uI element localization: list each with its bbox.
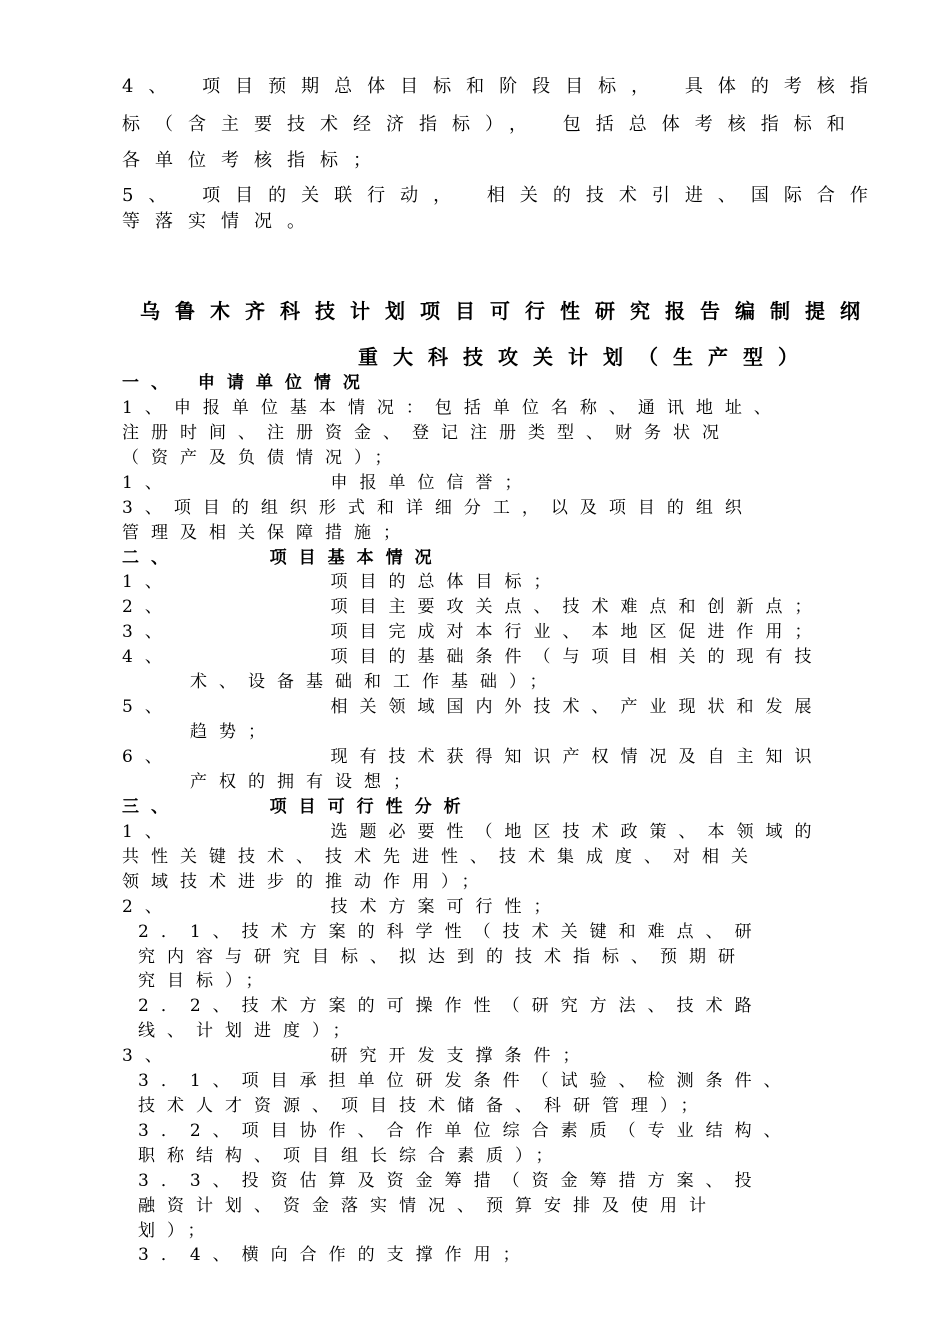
text-line: 6、 现有技术获得知识产权情况及自主知识: [122, 747, 824, 767]
text-line: 1、申报单位基本情况：包括单位名称、通讯地址、: [122, 398, 783, 418]
text-line: 领域技术进步的推动作用）；: [122, 872, 491, 892]
text-line: 5、 相关领域国内外技术、产业现状和发展: [122, 697, 824, 717]
section-heading: 一、 申请单位情况: [122, 373, 372, 393]
text-line: 3．1、项目承担单位研发条件（试验、检测条件、: [138, 1071, 793, 1091]
text-line: 究目标）；: [138, 971, 275, 991]
text-line: 3．4、横向合作的支撑作用；: [138, 1245, 532, 1265]
text-line: 3．3、投资估算及资金筹措（资金筹措方案、投: [138, 1171, 764, 1191]
text-line: 标（含主要技术经济指标）， 包括总体考核指标和: [122, 114, 860, 135]
text-line: 趋势；: [190, 722, 277, 742]
text-line: 1、 申报单位信誉；: [122, 473, 534, 493]
text-line: 2、 项目主要攻关点、技术难点和创新点；: [122, 597, 824, 617]
text-line: 术、设备基础和工作基础）；: [190, 672, 559, 692]
document-subtitle: 重大科技攻关计划（生产型）: [358, 345, 813, 369]
text-line: 究内容与研究目标、拟达到的技术指标、预期研: [138, 947, 747, 967]
document-title: 乌鲁木齐科技计划项目可行性研究报告编制提纲: [140, 299, 875, 323]
section-heading: 三、 项目可行性分析: [122, 797, 473, 817]
text-line: （资产及负债情况）；: [122, 448, 404, 468]
text-line: 2．2、技术方案的可操作性（研究方法、技术路: [138, 996, 764, 1016]
text-line: 1、 项目的总体目标；: [122, 572, 563, 592]
text-line: 3、项目的组织形式和详细分工，以及项目的组织: [122, 498, 754, 518]
text-line: 注册时间、注册资金、登记注册类型、财务状况: [122, 423, 731, 443]
text-line: 共性关键技术、技术先进性、技术集成度、对相关: [122, 847, 760, 867]
text-line: 4、 项目预期总体目标和阶段目标， 具体的考核指: [122, 76, 883, 97]
text-line: 管理及相关保障措施；: [122, 523, 412, 543]
text-line: 等落实情况。: [122, 211, 320, 232]
section-heading: 二、 项目基本情况: [122, 548, 444, 568]
text-line: 3．2、项目协作、合作单位综合素质（专业结构、: [138, 1121, 793, 1141]
text-line: 1、 选题必要性（地区技术政策、本领域的: [122, 822, 824, 842]
text-line: 融资计划、资金落实情况、预算安排及使用计: [138, 1196, 718, 1216]
text-line: 4、 项目的基础条件（与项目相关的现有技: [122, 647, 824, 667]
text-line: 职称结构、项目组长综合素质）；: [138, 1146, 565, 1166]
text-line: 技术人才资源、项目技术储备、科研管理）；: [138, 1096, 710, 1116]
text-line: 3、 研究开发支撑条件；: [122, 1046, 592, 1066]
text-line: 2、 技术方案可行性；: [122, 897, 563, 917]
text-line: 5、 项目的关联行动， 相关的技术引进、国际合作: [122, 185, 883, 206]
text-line: 各单位考核指标；: [122, 150, 386, 171]
text-line: 3、 项目完成对本行业、本地区促进作用；: [122, 622, 824, 642]
text-line: 线、计划进度）；: [138, 1021, 362, 1041]
text-line: 划）；: [138, 1221, 217, 1241]
text-line: 2．1、技术方案的科学性（技术关键和难点、研: [138, 922, 764, 942]
text-line: 产权的拥有设想；: [190, 772, 422, 792]
